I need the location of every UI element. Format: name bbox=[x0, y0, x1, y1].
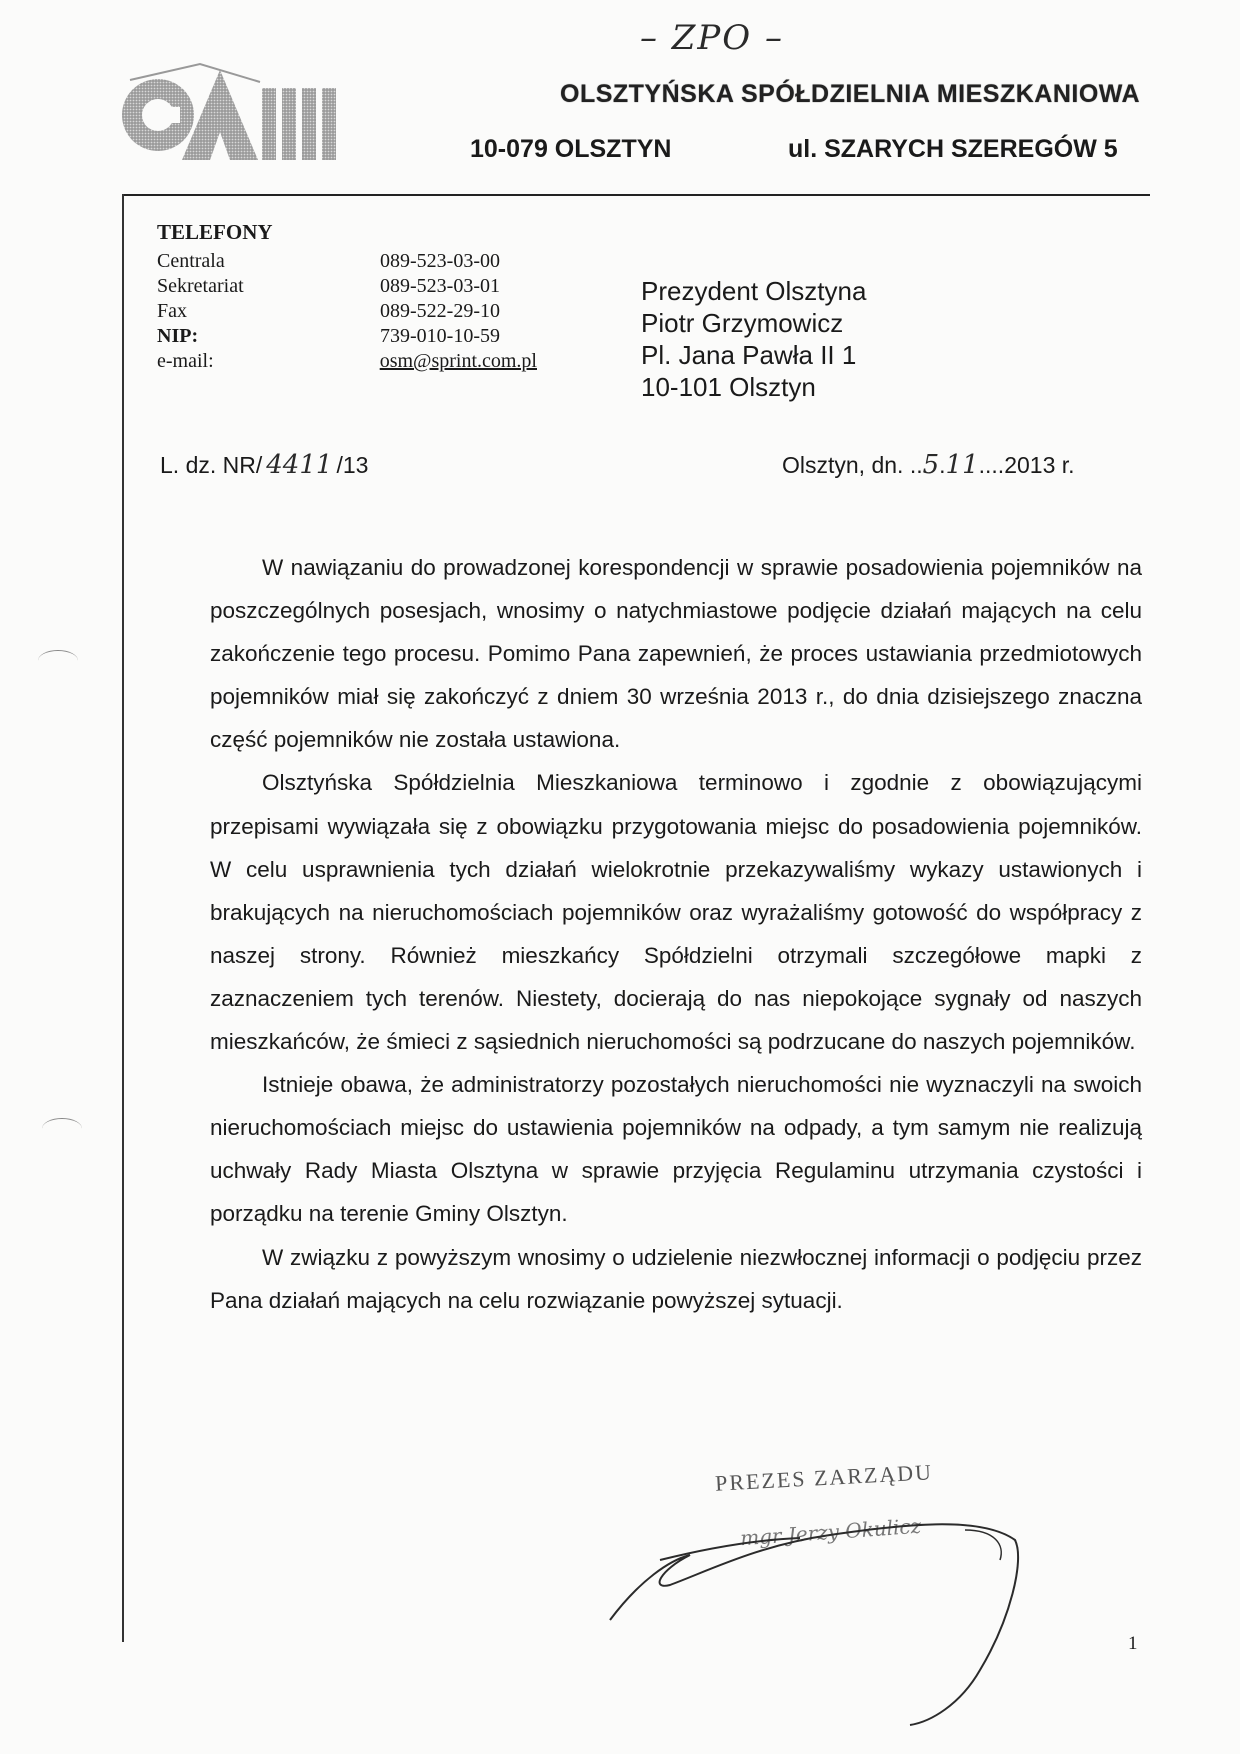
contact-block bbox=[157, 220, 537, 374]
organization-postal-address: 10-079 OLSZTYN bbox=[470, 135, 672, 163]
letter-body bbox=[210, 546, 1142, 1322]
contact-label: NIP: bbox=[157, 325, 199, 347]
contact-row-fax bbox=[157, 299, 537, 324]
osm-logo bbox=[120, 60, 340, 165]
date-prefix: Olsztyn, dn. .. bbox=[782, 452, 923, 478]
contact-row-email bbox=[157, 349, 537, 374]
contact-value: 089-523-03-00 bbox=[380, 250, 500, 272]
reference-number bbox=[160, 450, 368, 480]
date-handwritten-month: 11 bbox=[945, 450, 979, 480]
contact-label: Fax bbox=[157, 300, 187, 322]
contact-label: e-mail: bbox=[157, 350, 214, 372]
body-paragraph: Olsztyńska Spółdzielnia Mieszkaniowa terminowo i zgodnie z obowiązującymi przepisami wywiązała się z obowiązku przygotowania miejsc do posadowienia pojemników. W celu usprawnienia tych działań wielokrotnie przekazywaliśmy wykazy ustawionych i brakujących na nieruchomościach pojemników oraz wyrażaliśmy gotowość do współpracy z naszej strony. Również mieszkańcy Spółdzielni otrzymali szczegółowe mapki z zaznaczeniem tych terenów. Niestety, docierają do nas niepokojące sygnały od naszych mieszkańców, że śmieci z sąsiednich nieruchomości są podrzucane do naszych pojemników. bbox=[210, 770, 1142, 1055]
body-paragraph: Istnieje obawa, że administratorzy pozostałych nieruchomości nie wyznaczyli na swoich nieruchomościach miejsc do ustawienia pojemników na odpady, a tym samym nie realizują uchwały Rady Miasta Olsztyna w sprawie przyjęcia Regulaminu utrzymania czystości i porządku na terenie Gminy Olsztyn. bbox=[210, 1072, 1142, 1227]
recipient-line: Prezydent Olsztyna bbox=[641, 276, 867, 306]
handwritten-signature bbox=[600, 1500, 1040, 1730]
punch-hole-mark bbox=[42, 1118, 82, 1139]
punch-hole-mark bbox=[38, 650, 78, 671]
body-paragraph: W związku z powyższym wnosimy o udzielenie niezwłocznej informacji o podjęciu przez Pana działań mających na celu rozwiązanie powyższej sytuacji. bbox=[210, 1244, 1142, 1313]
letter-date bbox=[782, 450, 1075, 480]
contacts-title: TELEFONY bbox=[157, 220, 273, 244]
header-divider bbox=[122, 194, 1150, 196]
recipient-line: Piotr Grzymowicz bbox=[641, 308, 844, 338]
organization-street-address: ul. SZARYCH SZEREGÓW 5 bbox=[788, 135, 1118, 163]
email-link[interactable]: osm@sprint.com.pl bbox=[379, 350, 537, 372]
left-margin-rule bbox=[122, 194, 124, 1642]
signature-title-stamp: PREZES ZARZĄDU bbox=[714, 1459, 934, 1496]
page-number: 1 bbox=[1128, 1633, 1138, 1654]
contact-value: 739-010-10-59 bbox=[380, 325, 500, 347]
recipient-address bbox=[641, 275, 866, 403]
signature-name-stamp: mgr Jerzy Okulicz bbox=[739, 1513, 922, 1551]
date-handwritten-day: 5 bbox=[922, 450, 940, 480]
handwritten-note: – ZPO – bbox=[640, 18, 784, 58]
contact-row-nip bbox=[157, 324, 537, 349]
organization-name: OLSZTYŃSKA SPÓŁDZIELNIA MIESZKANIOWA bbox=[560, 80, 1141, 108]
date-separator: . bbox=[939, 452, 946, 478]
reference-prefix: L. dz. NR/ bbox=[160, 452, 263, 478]
body-paragraph: W nawiązaniu do prowadzonej korespondencji w sprawie posadowienia pojemników na poszczególnych posesjach, wnosimy o natychmiastowe podjęcie działań mających na celu zakończenie tego procesu. Pomimo Pana zapewnień, że proces ustawiania przedmiotowych pojemników miał się zakończyć z dniem 30 września 2013 r., do dnia dzisiejszego znaczna część pojemników nie została ustawiona. bbox=[210, 555, 1142, 753]
contact-label: Sekretariat bbox=[157, 275, 244, 297]
recipient-line: 10-101 Olsztyn bbox=[641, 372, 816, 402]
contact-row-sekretariat bbox=[157, 274, 537, 299]
date-suffix: ....2013 r. bbox=[978, 452, 1075, 478]
reference-handwritten-number: 4411 bbox=[266, 450, 333, 480]
contact-label: Centrala bbox=[157, 250, 225, 272]
contact-value: 089-522-29-10 bbox=[380, 300, 500, 322]
contact-value: 089-523-03-01 bbox=[380, 275, 500, 297]
reference-suffix: /13 bbox=[336, 452, 369, 478]
contact-row-centrala bbox=[157, 249, 537, 274]
recipient-line: Pl. Jana Pawła II 1 bbox=[641, 340, 857, 370]
